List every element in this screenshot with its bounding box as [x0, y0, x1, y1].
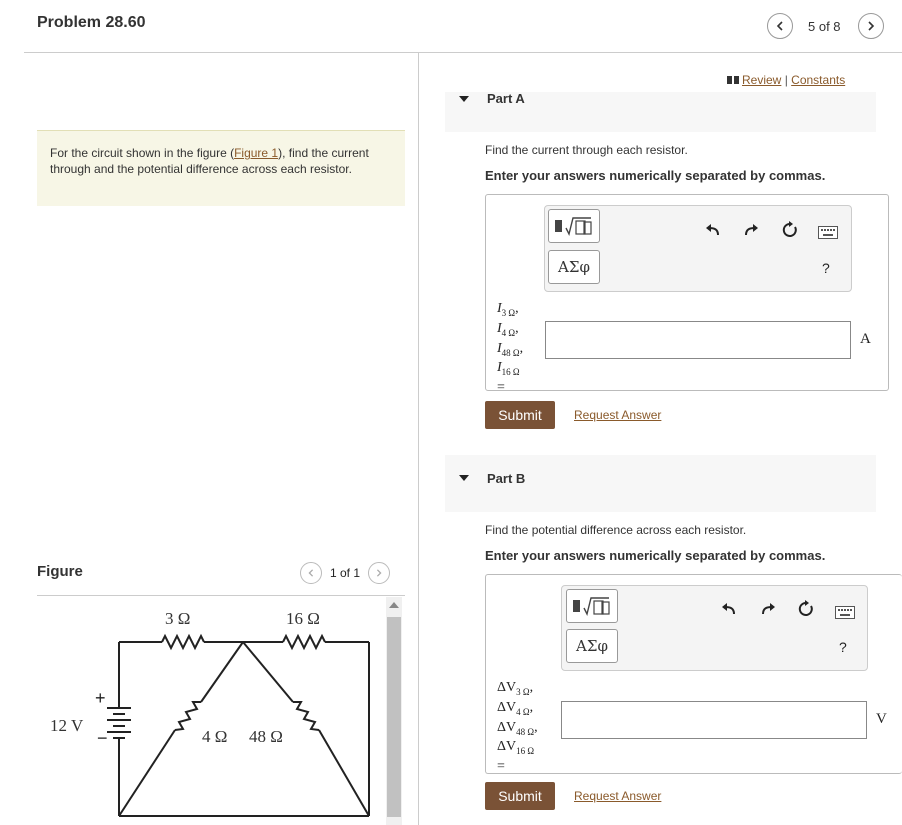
- battery-symbol: [107, 708, 131, 738]
- problem-statement: [37, 130, 405, 206]
- part-a-answer-input[interactable]: [545, 321, 851, 359]
- resistor-16-ohm: [283, 636, 325, 648]
- undo-icon[interactable]: [704, 221, 722, 239]
- part-b-answer-input[interactable]: [561, 701, 867, 739]
- problem-title: Problem 28.60: [37, 14, 146, 31]
- chevron-right-icon: [375, 569, 383, 577]
- greek-symbols-button[interactable]: [566, 629, 618, 663]
- resistor-48-ohm: [293, 702, 319, 730]
- chevron-right-icon: [866, 21, 876, 31]
- link-separator: |: [784, 73, 788, 87]
- part-a-unit: A: [860, 331, 871, 347]
- part-b-request-answer-link[interactable]: Request Answer: [574, 789, 662, 803]
- reset-icon[interactable]: [797, 600, 815, 618]
- wire-diag-left-top: [201, 642, 243, 702]
- fraction-radical-icon: [552, 214, 596, 238]
- collapse-triangle-icon[interactable]: [459, 96, 469, 102]
- header-divider: [24, 52, 902, 53]
- next-problem-button[interactable]: [858, 13, 884, 39]
- part-b-question: Find the potential difference across each resistor.: [485, 523, 747, 537]
- figure-counter: 1 of 1: [330, 566, 361, 580]
- redo-icon[interactable]: [742, 221, 760, 239]
- greek-symbols-label: ΑΣφ: [558, 258, 590, 276]
- figure-heading: Figure: [37, 563, 83, 580]
- redo-icon[interactable]: [759, 600, 777, 618]
- review-link[interactable]: Review: [742, 73, 782, 87]
- part-b-instruction: Enter your answers numerically separated by commas.: [485, 548, 826, 563]
- collapse-triangle-icon[interactable]: [459, 475, 469, 481]
- scrollbar-thumb[interactable]: [387, 617, 401, 817]
- templates-button[interactable]: [566, 589, 618, 623]
- wire-diag-right-top: [243, 642, 293, 702]
- figure-nav: [300, 562, 390, 584]
- resistor-4-ohm: [175, 702, 201, 730]
- keyboard-icon[interactable]: [835, 603, 855, 621]
- greek-symbols-button[interactable]: [548, 250, 600, 284]
- part-a-submit-button[interactable]: Submit: [485, 401, 555, 429]
- part-a-label: Part A: [487, 91, 525, 106]
- wire-diag-right-bottom: [319, 730, 369, 816]
- battery-minus-label: −: [97, 728, 108, 748]
- review-constants-links: [727, 73, 845, 87]
- undo-icon[interactable]: [720, 600, 738, 618]
- resistor-3-ohm: [162, 636, 204, 648]
- column-divider: [418, 53, 419, 825]
- help-button[interactable]: ?: [839, 639, 847, 655]
- chevron-left-icon: [775, 21, 785, 31]
- resistor-3-label: 3 Ω: [165, 609, 191, 628]
- part-a-request-answer-link[interactable]: Request Answer: [574, 408, 662, 422]
- problem-text-start: For the circuit shown in the figure (: [50, 146, 235, 160]
- chevron-left-icon: [307, 569, 315, 577]
- figure-next-button[interactable]: [368, 562, 390, 584]
- battery-plus-label: +: [95, 688, 106, 708]
- resistor-16-label: 16 Ω: [286, 609, 320, 628]
- resistor-4-label: 4 Ω: [202, 727, 228, 746]
- problem-text-end: ), find the current through and the potential difference across each resistor.: [50, 146, 369, 176]
- figure-link[interactable]: Figure 1: [234, 146, 279, 160]
- figure-divider: [37, 595, 405, 596]
- help-button[interactable]: ?: [822, 260, 830, 276]
- part-b-variable-list: $\Delta V_{3 \Omega}$, $\Delta V_{4 \Omega}$, $\Delta V_{48 \Omega}$, $\Delta V_{16 \Omega}$ =: [497, 680, 538, 775]
- scroll-up-icon[interactable]: [389, 602, 399, 608]
- part-b-submit-button[interactable]: Submit: [485, 782, 555, 810]
- part-a-variable-list: $I_{3 \Omega}$, $I_{4 \Omega}$, $I_{48 \Omega}$, $I_{16 \Omega}$ =: [497, 301, 524, 396]
- templates-button[interactable]: [548, 209, 600, 243]
- figure-prev-button[interactable]: [300, 562, 322, 584]
- part-a-question: Find the current through each resistor.: [485, 143, 688, 157]
- resistor-48-label: 48 Ω: [249, 727, 283, 746]
- fraction-radical-icon: [570, 594, 614, 618]
- previous-problem-button[interactable]: [767, 13, 793, 39]
- wire-diag-left-bottom: [119, 730, 175, 816]
- book-icon: [727, 76, 739, 84]
- keyboard-icon[interactable]: [818, 223, 838, 241]
- circuit-diagram: [37, 598, 387, 825]
- part-b-unit: V: [876, 711, 887, 727]
- greek-symbols-label: ΑΣφ: [576, 637, 608, 655]
- reset-icon[interactable]: [781, 221, 799, 239]
- part-b-label: Part B: [487, 471, 526, 486]
- constants-link[interactable]: Constants: [791, 73, 846, 87]
- battery-voltage-label: 12 V: [50, 716, 84, 735]
- problem-counter: 5 of 8: [808, 19, 841, 34]
- part-a-instruction: Enter your answers numerically separated by commas.: [485, 168, 826, 183]
